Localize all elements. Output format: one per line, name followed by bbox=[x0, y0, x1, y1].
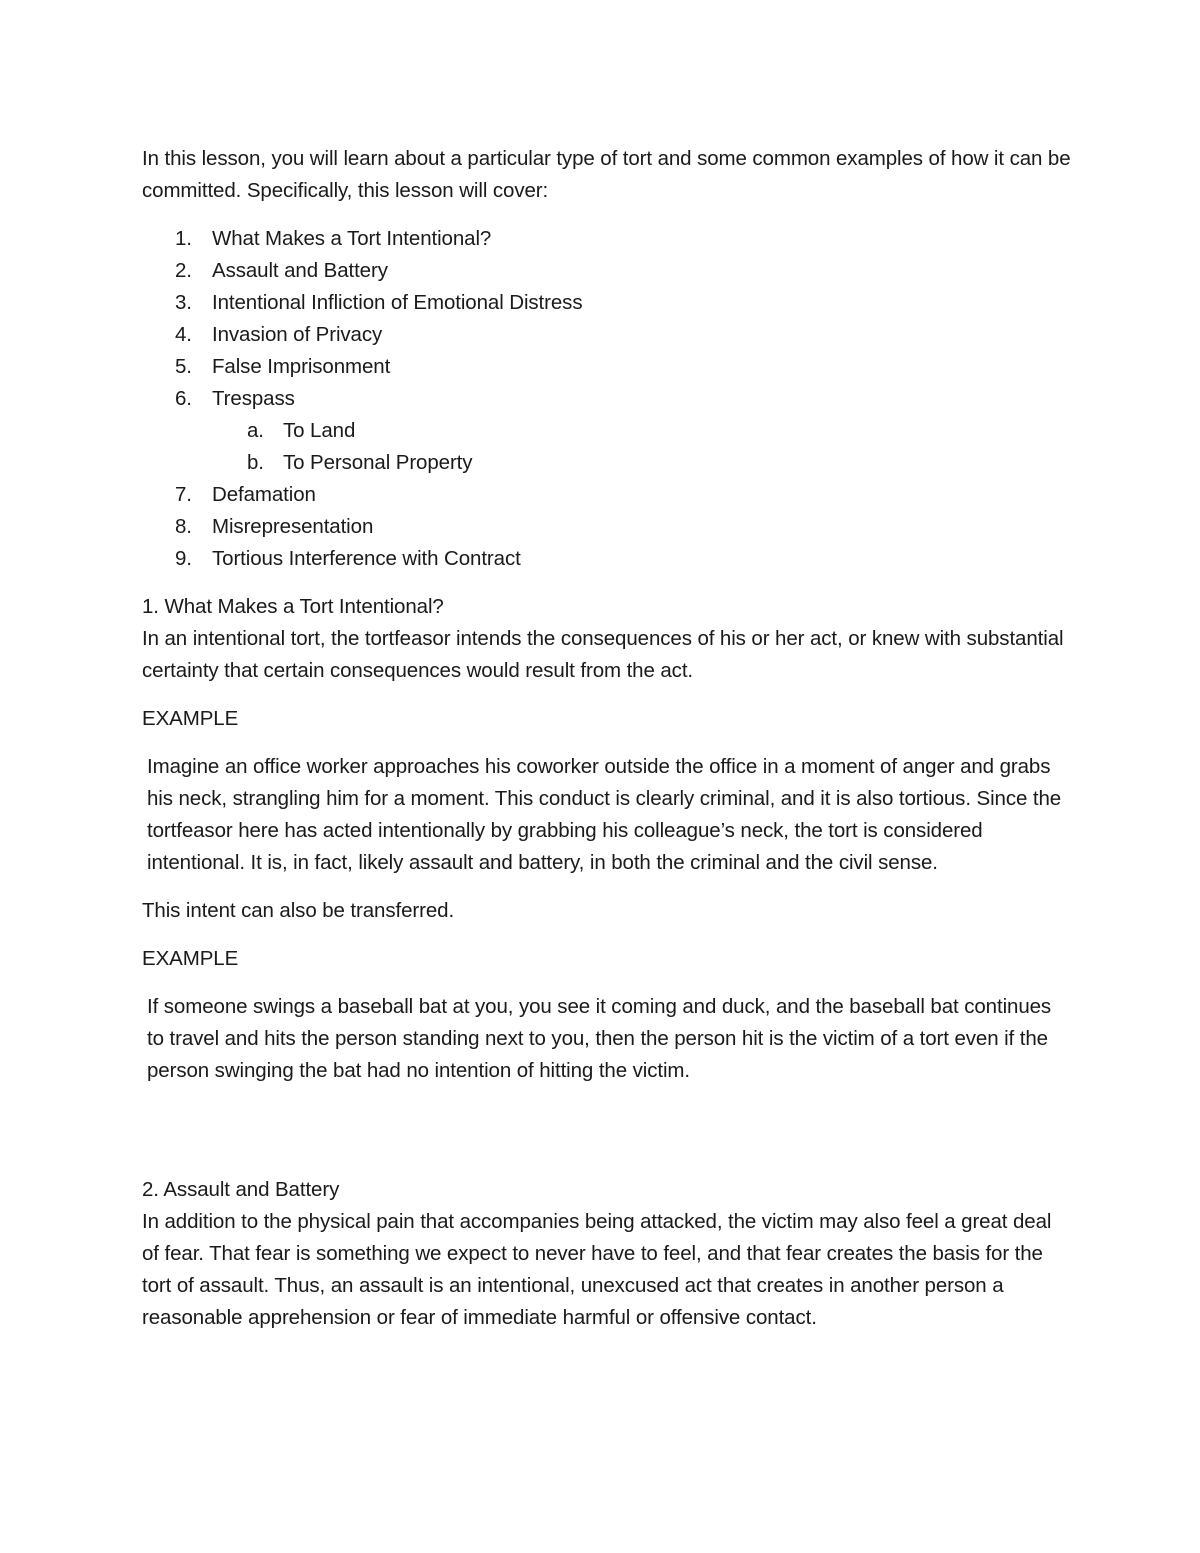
example-label: EXAMPLE bbox=[142, 707, 239, 730]
outline-item bbox=[142, 223, 1072, 255]
outline-text: Intentional Infliction of Emotional Distress bbox=[212, 291, 583, 314]
outline-text: Misrepresentation bbox=[212, 515, 374, 538]
outline-marker: 6. bbox=[175, 387, 192, 410]
outline-text: To Personal Property bbox=[283, 451, 473, 474]
example-label: EXAMPLE bbox=[142, 947, 239, 970]
outline-item bbox=[142, 479, 1072, 511]
section-body: In an intentional tort, the tortfeasor intends the consequences of his or her act, or knew with substantial certainty that certain consequences would result from the act. bbox=[142, 627, 1064, 682]
outline-marker: 7. bbox=[175, 483, 192, 506]
outline-marker: 1. bbox=[175, 227, 192, 250]
outline-item bbox=[142, 287, 1072, 319]
section-heading: 1. What Makes a Tort Intentional? bbox=[142, 595, 444, 618]
outline-item bbox=[142, 255, 1072, 287]
outline-item bbox=[142, 319, 1072, 351]
outline-marker: 2. bbox=[175, 259, 192, 282]
section-intentional-tort bbox=[142, 591, 1072, 687]
outline-text: Invasion of Privacy bbox=[212, 323, 383, 346]
outline-marker: 5. bbox=[175, 355, 192, 378]
example-text: If someone swings a baseball bat at you, you see it coming and duck, and the baseball bat continues to travel and hits the person standing next to you, then the person hit is the victim of a tort even if the person swinging the bat had no intention of hitting the victim. bbox=[147, 995, 1052, 1082]
intro-paragraph: In this lesson, you will learn about a particular type of tort and some common examples of how it can be committed. Specifically, this lesson will cover: bbox=[142, 147, 1071, 202]
outline-marker: 9. bbox=[175, 547, 192, 570]
document-page bbox=[142, 143, 1072, 1334]
lesson-outline-list bbox=[142, 223, 1072, 575]
outline-marker: 4. bbox=[175, 323, 192, 346]
outline-item bbox=[142, 543, 1072, 575]
section-body: In addition to the physical pain that accompanies being attacked, the victim may also feel a great deal of fear. That fear is something we expect to never have to feel, and that fear creates the basis for the tort of assault. Thus, an assault is an intentional, unexcused act that creates in another person a reasonable apprehension or fear of immediate harmful or offensive contact. bbox=[142, 1210, 1052, 1329]
outline-subitem bbox=[142, 447, 1072, 479]
outline-text: Tortious Interference with Contract bbox=[212, 547, 521, 570]
section-assault-battery bbox=[142, 1174, 1072, 1334]
outline-marker: b. bbox=[247, 451, 264, 474]
outline-item bbox=[142, 383, 1072, 415]
transfer-paragraph: This intent can also be transferred. bbox=[142, 899, 455, 922]
outline-text: Assault and Battery bbox=[212, 259, 388, 282]
outline-text: False Imprisonment bbox=[212, 355, 391, 378]
outline-text: Trespass bbox=[212, 387, 295, 410]
outline-text: Defamation bbox=[212, 483, 316, 506]
outline-subitem bbox=[142, 415, 1072, 447]
section-heading: 2. Assault and Battery bbox=[142, 1178, 340, 1201]
outline-item bbox=[142, 351, 1072, 383]
outline-marker: 8. bbox=[175, 515, 192, 538]
outline-item bbox=[142, 511, 1072, 543]
outline-text: What Makes a Tort Intentional? bbox=[212, 227, 492, 250]
outline-text: To Land bbox=[283, 419, 356, 442]
outline-marker: 3. bbox=[175, 291, 192, 314]
example-text: Imagine an office worker approaches his coworker outside the office in a moment of anger and grabs his neck, strangling him for a moment. This conduct is clearly criminal, and it is also tortious. Since the tortfeasor here has acted intentionally by grabbing his colleague’s neck, the tort is considered intentional. It is, in fact, likely assault and battery, in both the criminal and the civil sense. bbox=[147, 755, 1062, 874]
outline-marker: a. bbox=[247, 419, 264, 442]
